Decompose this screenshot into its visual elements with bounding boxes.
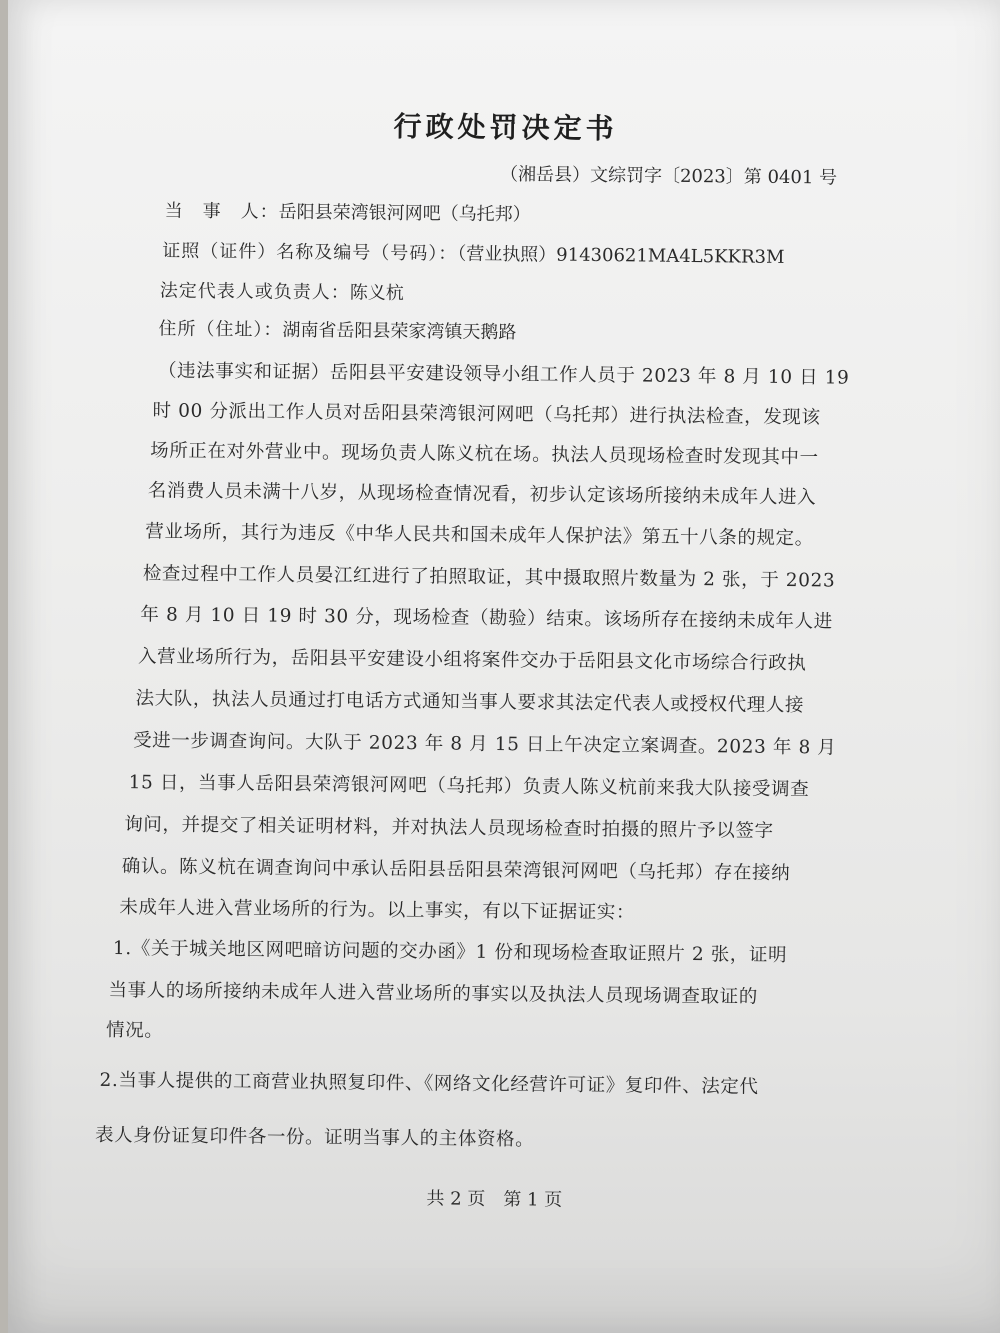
representative-value: 陈义杭 [349,282,404,304]
body-line: 询问，并提交了相关证明材料，并对执法人员现场检查时拍摄的照片予以签字 [124,814,774,842]
body-line: 当事人的场所接纳未成年人进入营业场所的事实以及执法人员现场调查取证的 [108,979,758,1008]
body-line: 年 8 月 10 日 19 时 30 分，现场检查（勘验）结束。该场所存在接纳未成年人进 [140,604,833,633]
body-line: 检查过程中工作人员晏江红进行了拍照取证，其中摄取照片数量为 2 张，于 2023 [142,563,836,592]
body-line: 确认。陈义杭在调查询问中承认岳阳县岳阳县荣湾银河网吧（乌托邦）存在接纳 [121,856,791,885]
license-field [162,236,784,269]
body-line: 15 日，当事人岳阳县荣湾银河网吧（乌托邦）负责人陈义杭前来我大队接受调查 [128,772,810,801]
body-line: 未成年人进入营业场所的行为。以上事实，有以下证据证实： [119,897,636,924]
license-value: （营业执照）91430621MA4L5KKR3M [457,243,785,268]
body-line: 受进一步调查询问。大队于 2023 年 8 月 15 日上午决定立案调查。2023 年 8 月 [133,730,837,759]
body-line: 法大队，执法人员通过打电话方式通知当事人要求其法定代表人或授权代理人接 [135,688,805,717]
representative-label: 法定代表人或负责人： [159,280,350,304]
party-label: 当 事 人： [164,200,279,223]
body-line: （违法事实和证据）岳阳县平安建设领导小组工作人员于 2023 年 8 月 10 日 19 [157,360,850,389]
document-number: （湘岳县）文综罚字〔2023〕第 0401 号 [499,163,838,189]
body-line: 场所正在对外营业中。现场负责人陈义杭在场。执法人员现场检查时发现其中一 [150,440,819,469]
address-label: 住所（住址）： [158,318,283,341]
party-value: 岳阳县荣湾银河网吧（乌托邦） [278,201,531,226]
body-line: 情况。 [105,1019,164,1042]
party-field [165,196,531,226]
body-line: 名消费人员未满十八岁，从现场检查情况看，初步认定该场所接纳未成年人进入 [147,480,817,509]
address-value: 湖南省岳阳县荣家湾镇天鹅路 [282,319,517,344]
license-label: 证照（证件）名称及编号（号码）： [162,240,458,265]
body-line: 入营业场所行为，岳阳县平安建设小组将案件交办于岳阳县文化市场综合行政执 [137,646,807,675]
body-line: 表人身份证复印件各一份。证明当事人的主体资格。 [94,1124,535,1151]
address-field [158,314,516,344]
body-line: 时 00 分派出工作人员对岳阳县荣湾银河网吧（乌托邦）进行执法检查，发现该 [152,400,821,429]
body-line: 2.当事人提供的工商营业执照复印件、《网络文化经营许可证》复印件、法定代 [99,1069,759,1098]
body-line: 1.《关于城关地区网吧暗访问题的交办函》1 份和现场检查取证照片 2 张，证明 [112,937,788,967]
representative-field [160,276,404,305]
page-footer: 共 2 页 第 1 页 [426,1188,563,1211]
body-line: 营业场所，其行为违反《中华人民共和国未成年人保护法》第五十八条的规定。 [145,521,814,550]
document-title: 行政处罚决定书 [393,109,618,146]
